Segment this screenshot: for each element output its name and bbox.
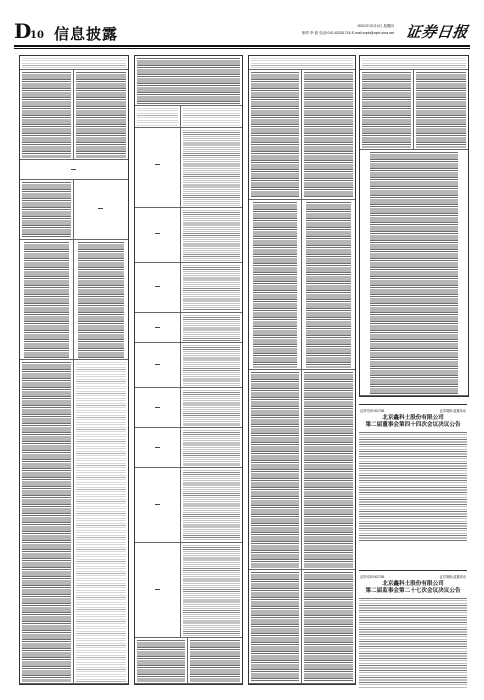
text-block (183, 470, 240, 541)
text-block (183, 315, 240, 341)
text-block (183, 545, 240, 636)
table-row (302, 200, 355, 370)
header-rule (14, 45, 470, 47)
notice-rule (359, 570, 467, 571)
table-row (74, 360, 128, 684)
placeholder-mark (155, 286, 160, 287)
text-block (370, 152, 458, 394)
table-row (135, 428, 181, 468)
text-block (190, 640, 240, 682)
text-block (304, 572, 353, 682)
notice-title: 第二届监事会第二十七次会议决议公告 (365, 587, 461, 594)
text-block (183, 430, 240, 466)
column-4 (359, 55, 469, 397)
notice-body-text (359, 598, 467, 688)
notice-rule (359, 404, 467, 405)
placeholder-mark (98, 208, 103, 209)
text-block (362, 58, 466, 68)
table-row (181, 208, 242, 263)
column-2 (134, 55, 243, 685)
stock-code: 证券代码:002765 (360, 408, 385, 413)
text-block (137, 58, 240, 104)
table-row (360, 70, 414, 150)
page-header (14, 19, 470, 44)
table-row (181, 468, 242, 543)
text-block (251, 72, 299, 198)
placeholder-mark (155, 233, 160, 234)
table-row (181, 388, 242, 428)
table-row (181, 128, 242, 208)
text-block (76, 362, 126, 682)
table-row (20, 160, 128, 180)
table-row (135, 128, 181, 208)
notice-company: 北京鑫科士股份有限公司 (382, 580, 444, 587)
table-row (360, 150, 468, 396)
table-row (74, 70, 128, 160)
table-row (135, 313, 181, 343)
text-block (253, 202, 297, 368)
announcement-board-resolution (359, 404, 467, 542)
header-rule-thin (14, 48, 470, 49)
page-number: 10 (30, 30, 44, 41)
masthead-logo: 证券日报 (404, 23, 470, 41)
notice-body-text (359, 432, 467, 542)
table-row (302, 570, 355, 684)
text-block (304, 372, 353, 568)
table-row (74, 180, 128, 240)
table-row (135, 263, 181, 313)
stock-name: 证券简称:蓝黛传动 (439, 408, 466, 413)
table-row (20, 180, 74, 240)
table-row (20, 360, 74, 684)
text-block (304, 72, 353, 198)
stock-code-line (359, 409, 467, 413)
table-row (302, 70, 355, 200)
stock-code: 证券代码:002765 (360, 574, 385, 579)
editor-contact-info: 制作:李 波 电话:010-83251716 E-mail:zqrb@zqrb.sina.net (301, 31, 394, 35)
table-row (249, 56, 355, 70)
text-block (183, 390, 240, 426)
text-block (137, 640, 185, 682)
notice-company: 北京鑫科士股份有限公司 (382, 414, 444, 421)
text-block (78, 242, 124, 358)
text-block (183, 210, 240, 261)
text-block (183, 345, 240, 386)
table-row (360, 56, 468, 70)
placeholder-mark (71, 169, 76, 170)
column-1 (19, 55, 129, 685)
table-row (188, 638, 242, 684)
placeholder-mark (155, 164, 160, 165)
table-row (20, 56, 128, 70)
table-row (302, 370, 355, 570)
table-row (181, 428, 242, 468)
table-row (249, 200, 302, 370)
placeholder-mark (155, 447, 160, 448)
table-row (181, 106, 242, 128)
text-block (137, 108, 178, 126)
table-row (20, 240, 74, 360)
table-row (135, 343, 181, 388)
placeholder-mark (155, 407, 160, 408)
placeholder-mark (155, 504, 160, 505)
table-row (135, 208, 181, 263)
table-row (414, 70, 468, 150)
text-block (22, 72, 71, 158)
table-row (181, 543, 242, 638)
table-row (135, 468, 181, 543)
text-block (183, 265, 240, 311)
placeholder-mark (155, 327, 160, 328)
stock-code-line (359, 575, 467, 579)
section-title: 信息披露 (54, 25, 119, 43)
text-block (22, 182, 71, 238)
table-row (74, 240, 128, 360)
table-row (181, 313, 242, 343)
table-row (135, 388, 181, 428)
notice-title: 第二届董事会第四十四次会议决议公告 (365, 421, 461, 428)
table-row (249, 70, 302, 200)
table-row (20, 70, 74, 160)
text-block (22, 362, 71, 682)
table-row (135, 638, 188, 684)
text-block (24, 242, 69, 358)
table-row (181, 263, 242, 313)
text-block (76, 72, 126, 158)
announcement-supervisory-resolution (359, 570, 467, 688)
issue-date: 2020年10月4日 星期四 (357, 24, 394, 28)
text-block (251, 58, 353, 68)
table-row (249, 570, 302, 684)
page-section-letter: D (14, 19, 32, 43)
table-row (249, 370, 302, 570)
table-row (135, 106, 181, 128)
stock-name: 证券简称:蓝黛传动 (439, 574, 466, 579)
text-block (183, 130, 240, 206)
placeholder-mark (155, 589, 160, 590)
text-block (306, 202, 351, 368)
text-block (362, 72, 411, 148)
table-row (181, 343, 242, 388)
column-3 (248, 55, 356, 685)
placeholder-mark (155, 364, 160, 365)
table-row (135, 56, 242, 106)
text-block (183, 108, 240, 126)
text-block (22, 58, 126, 68)
table-row (135, 543, 181, 638)
text-block (251, 372, 299, 568)
text-block (251, 572, 299, 682)
text-block (416, 72, 466, 148)
